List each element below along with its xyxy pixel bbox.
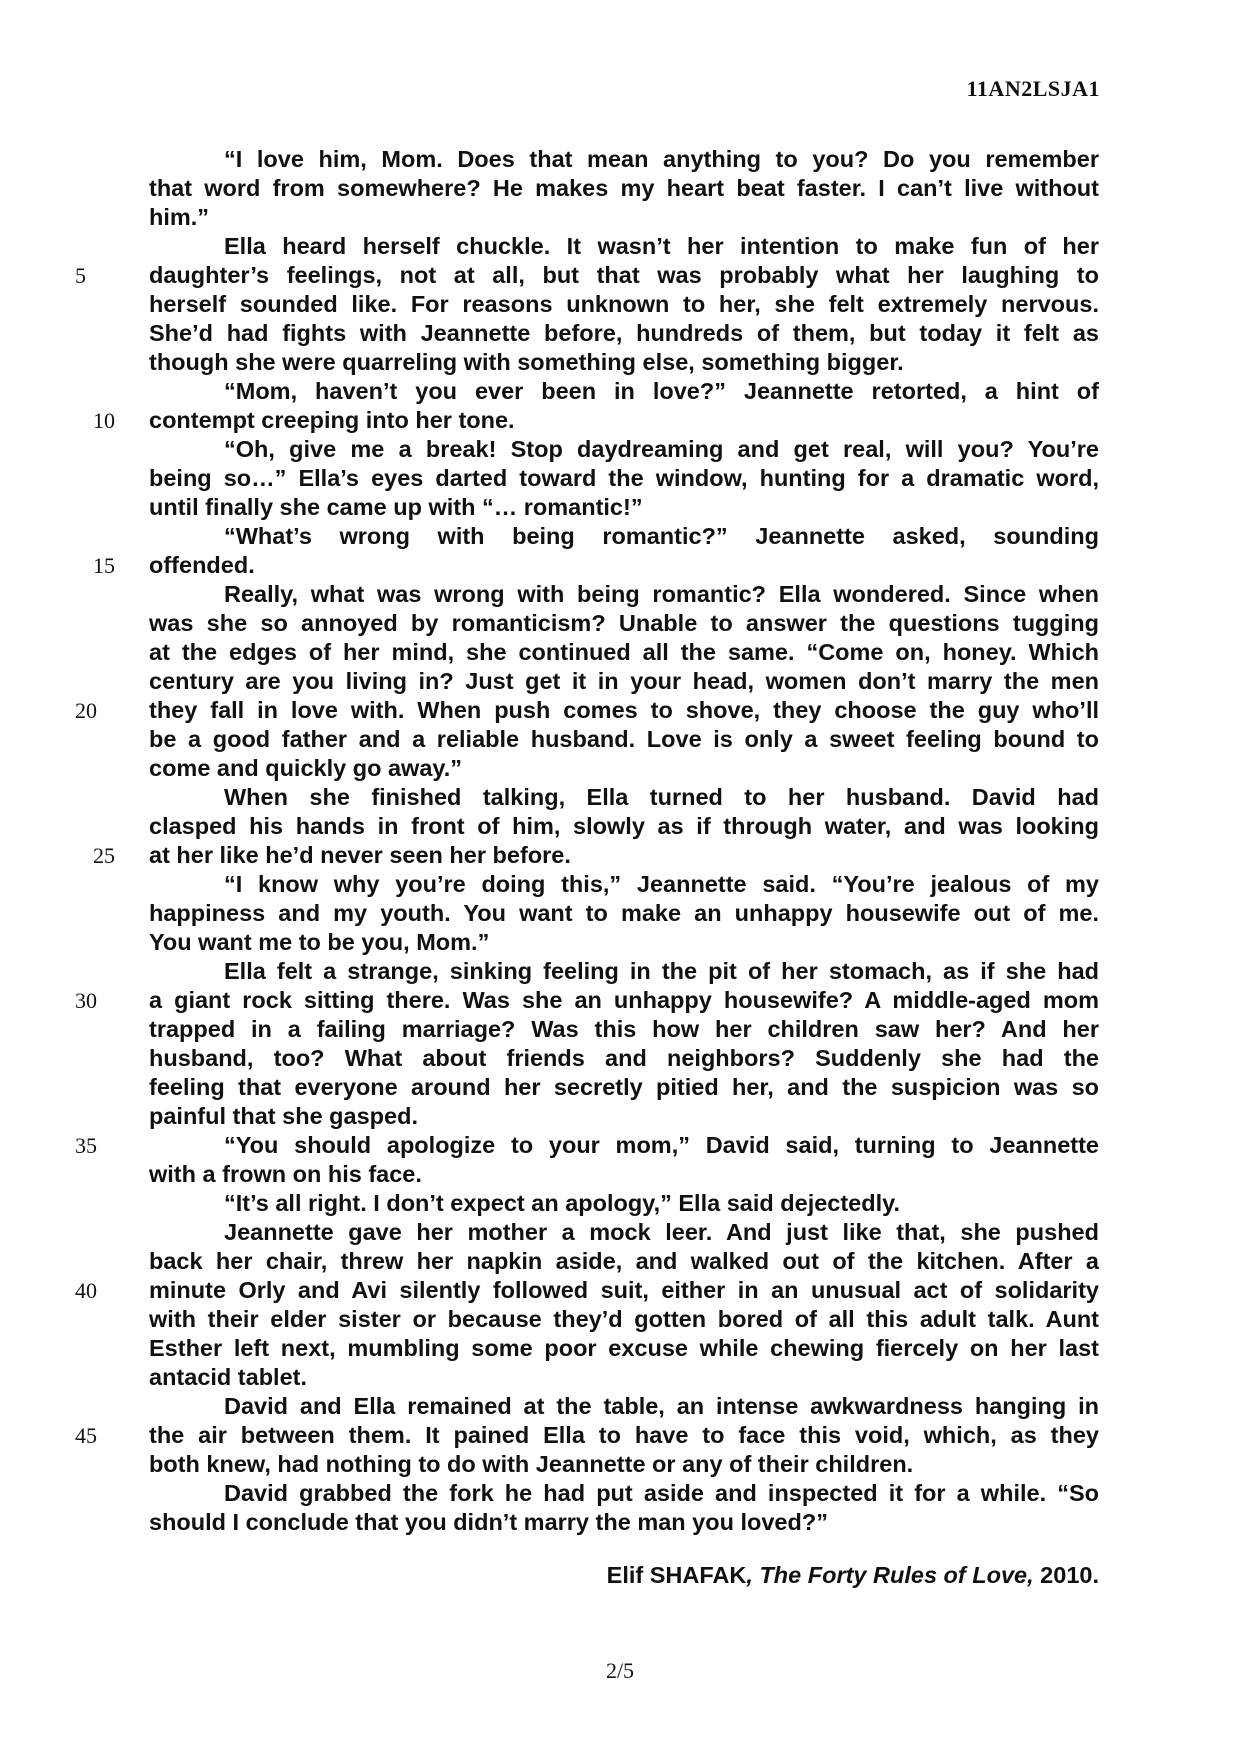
line-text: daughter’s feelings, not at all, but that was probably what her laughing to bbox=[149, 262, 1099, 288]
line-text: the air between them. It pained Ella to have to face this void, which, as they bbox=[149, 1422, 1099, 1448]
citation bbox=[607, 1562, 1099, 1589]
line-text: with their elder sister or because they’d gotten bored of all this adult talk. Aunt bbox=[149, 1306, 1099, 1332]
text-line bbox=[149, 1363, 1099, 1392]
text-line bbox=[149, 1334, 1099, 1363]
line-number: 30 bbox=[75, 988, 97, 1013]
line-text: herself sounded like. For reasons unknown to her, she felt extremely nervous. bbox=[149, 291, 1099, 317]
line-text: though she were quarreling with something else, something bigger. bbox=[149, 349, 904, 375]
line-text: Ella felt a strange, sinking feeling in the pit of her stomach, as if she had bbox=[224, 958, 1099, 984]
line-text: Really, what was wrong with being romantic? Ella wondered. Since when bbox=[224, 581, 1099, 607]
text-line bbox=[93, 551, 1099, 580]
line-text: being so…” Ella’s eyes darted toward the window, hunting for a dramatic word, bbox=[149, 465, 1099, 491]
text-line bbox=[149, 638, 1099, 667]
text-line bbox=[75, 261, 1099, 290]
text-line bbox=[93, 406, 1099, 435]
line-text: “It’s all right. I don’t expect an apology,” Ella said dejectedly. bbox=[224, 1190, 900, 1216]
line-text: happiness and my youth. You want to make an unhappy housewife out of me. bbox=[149, 900, 1099, 926]
text-line bbox=[149, 464, 1099, 493]
text-line bbox=[75, 1276, 1099, 1305]
text-line bbox=[149, 203, 1099, 232]
text-line bbox=[93, 841, 1099, 870]
text-line bbox=[149, 1392, 1099, 1421]
line-number: 15 bbox=[93, 553, 115, 578]
line-text: contempt creeping into her tone. bbox=[149, 407, 515, 433]
line-text: century are you living in? Just get it in your head, women don’t marry the men bbox=[149, 668, 1099, 694]
line-text: She’d had fights with Jeannette before, hundreds of them, but today it felt as bbox=[149, 320, 1099, 346]
text-line bbox=[149, 1508, 1099, 1537]
text-line bbox=[149, 1218, 1099, 1247]
text-line bbox=[149, 870, 1099, 899]
text-line bbox=[149, 435, 1099, 464]
line-text: Ella heard herself chuckle. It wasn’t her intention to make fun of her bbox=[224, 233, 1099, 259]
line-text: both knew, had nothing to do with Jeannette or any of their children. bbox=[149, 1451, 914, 1477]
line-text: “What’s wrong with being romantic?” Jeannette asked, sounding bbox=[224, 523, 1099, 549]
text-line bbox=[149, 1160, 1099, 1189]
line-text: be a good father and a reliable husband. Love is only a sweet feeling bound to bbox=[149, 726, 1099, 752]
document-code: 11AN2LSJA1 bbox=[966, 76, 1100, 101]
text-line bbox=[149, 725, 1099, 754]
line-text: husband, too? What about friends and neighbors? Suddenly she had the bbox=[149, 1045, 1099, 1071]
line-text: they fall in love with. When push comes to shove, they choose the guy who’ll bbox=[149, 697, 1099, 723]
line-number: 35 bbox=[75, 1133, 97, 1158]
line-text: a giant rock sitting there. Was she an unhappy housewife? A middle-aged mom bbox=[149, 987, 1099, 1013]
line-text: “I know why you’re doing this,” Jeannette said. “You’re jealous of my bbox=[224, 871, 1099, 897]
line-text: that word from somewhere? He makes my heart beat faster. I can’t live without bbox=[149, 175, 1099, 201]
line-text: painful that she gasped. bbox=[149, 1103, 418, 1129]
line-text: You want me to be you, Mom.” bbox=[149, 929, 490, 955]
line-text: trapped in a failing marriage? Was this how her children saw her? And her bbox=[149, 1016, 1099, 1042]
text-line bbox=[149, 928, 1099, 957]
text-line bbox=[149, 812, 1099, 841]
text-line bbox=[149, 580, 1099, 609]
line-text: come and quickly go away.” bbox=[149, 755, 462, 781]
text-line bbox=[149, 522, 1099, 551]
text-line bbox=[75, 986, 1099, 1015]
text-line bbox=[149, 667, 1099, 696]
line-text: him.” bbox=[149, 204, 210, 230]
line-text: David and Ella remained at the table, an intense awkwardness hanging in bbox=[224, 1393, 1099, 1419]
line-text: with a frown on his face. bbox=[149, 1161, 422, 1187]
line-text: Jeannette gave her mother a mock leer. And just like that, she pushed bbox=[224, 1219, 1099, 1245]
line-text: was she so annoyed by romanticism? Unable to answer the questions tugging bbox=[149, 610, 1099, 636]
text-line bbox=[149, 899, 1099, 928]
line-text: “I love him, Mom. Does that mean anything to you? Do you remember bbox=[224, 146, 1099, 172]
text-line bbox=[149, 1305, 1099, 1334]
line-text: David grabbed the fork he had put aside and inspected it for a while. “So bbox=[224, 1480, 1099, 1506]
line-text: back her chair, threw her napkin aside, and walked out of the kitchen. After a bbox=[149, 1248, 1099, 1274]
citation-title: , The Forty Rules of Love, bbox=[746, 1562, 1034, 1588]
text-line bbox=[149, 783, 1099, 812]
line-number: 5 bbox=[75, 263, 86, 288]
text-line bbox=[75, 1131, 1099, 1160]
line-text: antacid tablet. bbox=[149, 1364, 308, 1390]
text-line bbox=[149, 1189, 1099, 1218]
text-line bbox=[149, 145, 1099, 174]
citation-year: 2010. bbox=[1033, 1562, 1099, 1588]
text-line bbox=[149, 348, 1099, 377]
text-line bbox=[149, 174, 1099, 203]
text-line bbox=[149, 1015, 1099, 1044]
text-line bbox=[149, 957, 1099, 986]
line-number: 20 bbox=[75, 698, 97, 723]
line-number: 45 bbox=[75, 1423, 97, 1448]
line-text: feeling that everyone around her secretly pitied her, and the suspicion was so bbox=[149, 1074, 1099, 1100]
line-number: 10 bbox=[93, 408, 115, 433]
line-text: until finally she came up with “… romantic!” bbox=[149, 494, 643, 520]
text-line bbox=[149, 1044, 1099, 1073]
line-number: 25 bbox=[93, 843, 115, 868]
line-text: should I conclude that you didn’t marry the man you loved?” bbox=[149, 1509, 828, 1535]
line-text: minute Orly and Avi silently followed suit, either in an unusual act of solidarity bbox=[149, 1277, 1099, 1303]
text-line bbox=[149, 493, 1099, 522]
line-text: “You should apologize to your mom,” David said, turning to Jeannette bbox=[224, 1132, 1099, 1158]
text-line bbox=[149, 754, 1099, 783]
text-line bbox=[149, 1247, 1099, 1276]
line-text: Esther left next, mumbling some poor excuse while chewing fiercely on her last bbox=[149, 1335, 1099, 1361]
line-text: at her like he’d never seen her before. bbox=[149, 842, 571, 868]
line-text: “Mom, haven’t you ever been in love?” Jeannette retorted, a hint of bbox=[224, 378, 1099, 404]
text-line bbox=[149, 1073, 1099, 1102]
line-text: When she finished talking, Ella turned to her husband. David had bbox=[224, 784, 1099, 810]
line-text: clasped his hands in front of him, slowly as if through water, and was looking bbox=[149, 813, 1099, 839]
text-line bbox=[75, 696, 1099, 725]
page-number: 2/5 bbox=[605, 1658, 635, 1683]
text-line bbox=[149, 1479, 1099, 1508]
text-line bbox=[149, 377, 1099, 406]
citation-author: Elif SHAFAK bbox=[606, 1562, 747, 1588]
passage-text bbox=[75, 145, 1099, 1537]
text-line bbox=[75, 1421, 1099, 1450]
line-number: 40 bbox=[75, 1278, 97, 1303]
text-line bbox=[149, 319, 1099, 348]
line-text: at the edges of her mind, she continued all the same. “Come on, honey. Which bbox=[149, 639, 1099, 665]
text-line bbox=[149, 290, 1099, 319]
text-line bbox=[149, 609, 1099, 638]
text-line bbox=[149, 232, 1099, 261]
text-line bbox=[149, 1102, 1099, 1131]
text-line bbox=[149, 1450, 1099, 1479]
line-text: “Oh, give me a break! Stop daydreaming and get real, will you? You’re bbox=[224, 436, 1099, 462]
line-text: offended. bbox=[149, 552, 255, 578]
